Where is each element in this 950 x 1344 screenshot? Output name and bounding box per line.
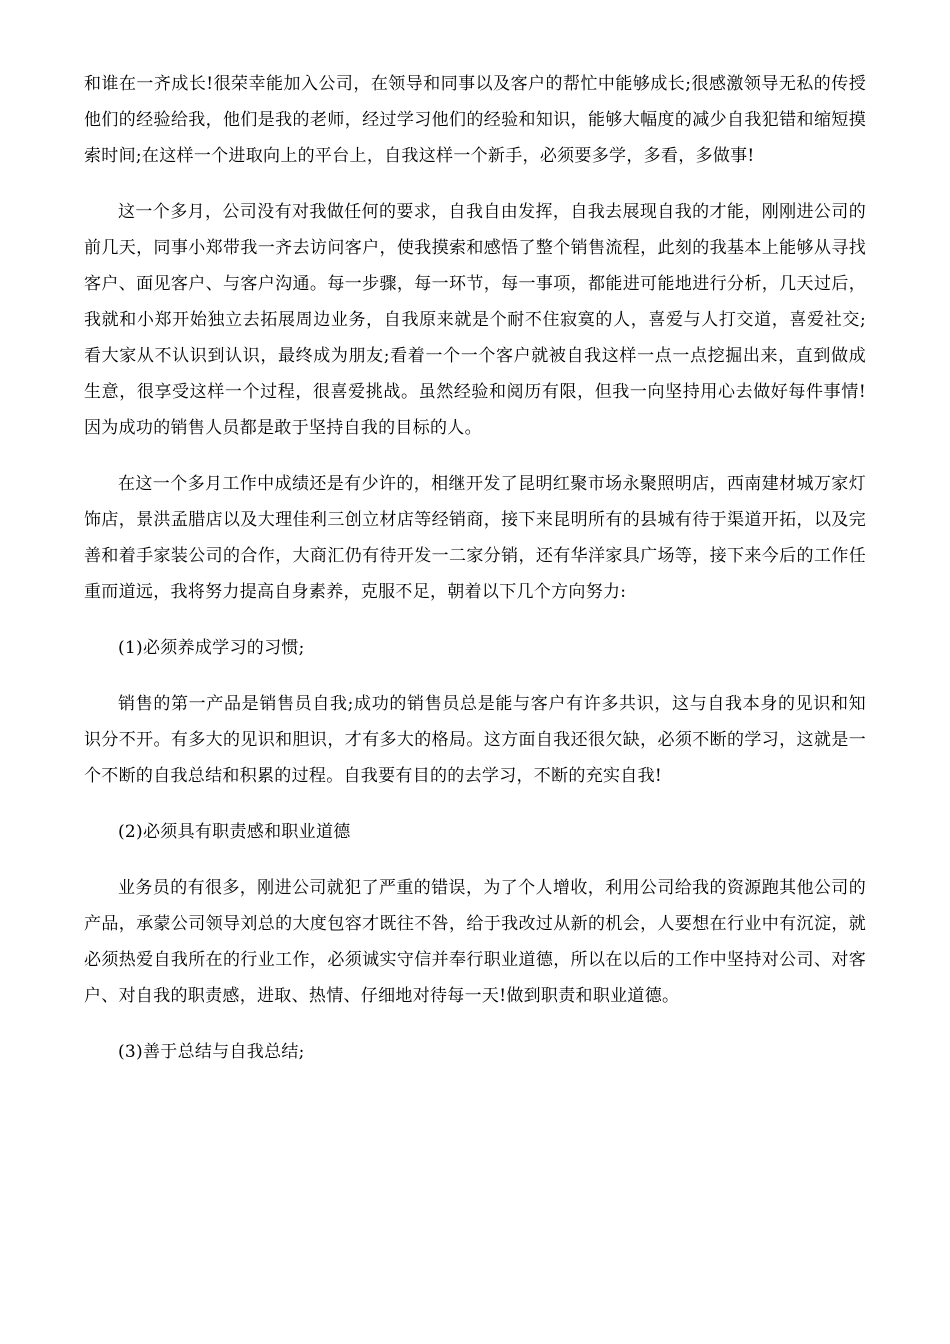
- paragraph-learning: 销售的第一产品是销售员自我;成功的销售员总是能与客户有许多共识，这与自我本身的见识和知识分不开。有多大的见识和胆识，才有多大的格局。这方面自我还很欠缺，必须不断的学习，这就是一个不断的自我总结和积累的过程。自我要有目的的去学习，不断的充实自我!: [84, 694, 866, 786]
- paragraph-first-month: 这一个多月，公司没有对我做任何的要求，自我自由发挥，自我去展现自我的才能，刚刚进公司的前几天，同事小郑带我一齐去访问客户，使我摸索和感悟了整个销售流程，此刻的我基本上能够从寻找客户、面见客户、与客户沟通。每一步骤，每一环节，每一事项，都能进可能地进行分析，几天过后，我就和小郑开始独立去拓展周边业务，自我原来就是个耐不住寂寞的人，喜爱与人打交道，喜爱社交;看大家从不认识到认识，最终成为朋友;看着一个一个客户就被自我这样一点一点挖掘出来，直到做成生意，很享受这样一个过程，很喜爱挑战。虽然经验和阅历有限，但我一向坚持用心去做好每件事情!因为成功的销售人员都是敢于坚持自我的目标的人。: [84, 202, 866, 438]
- paragraph-responsibility: 业务员的有很多，刚进公司就犯了严重的错误，为了个人增收，利用公司给我的资源跑其他公司的产品，承蒙公司领导刘总的大度包容才既往不咎，给于我改过从新的机会，人要想在行业中有沉淀，就必须热爱自我所在的行业工作，必须诚实守信并奉行职业道德，所以在以后的工作中坚持对公司、对客户、对自我的职责感，进取、热情、仔细地对待每一天!做到职责和职业道德。: [84, 878, 866, 1006]
- list-item-heading-3: (3)善于总结与自我总结;: [118, 1042, 305, 1062]
- paragraph-achievements: 在这一个多月工作中成绩还是有少许的，相继开发了昆明红聚市场永聚照明店，西南建材城万家灯饰店，景洪孟腊店以及大理佳利三创立材店等经销商，接下来昆明所有的县城有待于渠道开拓，以及完善和着手家装公司的合作，大商汇仍有待开发一二家分销，还有华洋家具广场等，接下来今后的工作任重而道远，我将努力提高自身素养，克服不足，朝着以下几个方向努力:: [84, 474, 866, 602]
- list-item-heading-2: (2)必须具有职责感和职业道德: [118, 822, 351, 842]
- paragraph-continuation: 和谁在一齐成长!很荣幸能加入公司，在领导和同事以及客户的帮忙中能够成长;很感激领导无私的传授他们的经验给我，他们是我的老师，经过学习他们的经验和知识，能够大幅度的减少自我犯错和缩短摸索时间;在这样一个进取向上的平台上，自我这样一个新手，必须要多学，多看，多做事!: [84, 74, 866, 166]
- list-item-heading-1: (1)必须养成学习的习惯;: [118, 638, 305, 658]
